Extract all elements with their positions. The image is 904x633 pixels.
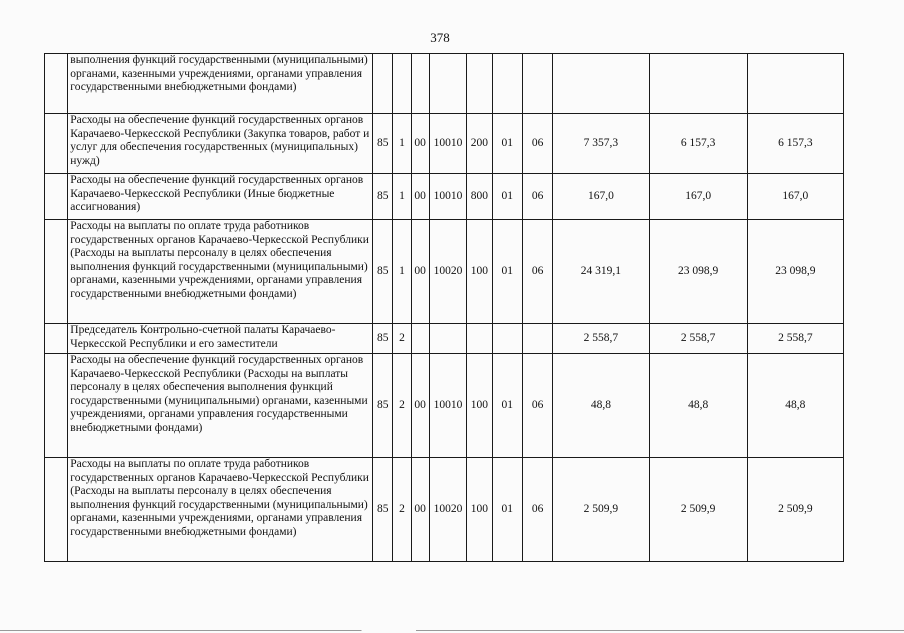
code-col-5: 100 (467, 354, 492, 458)
amount-col-1: 2 558,7 (553, 324, 649, 354)
code-col-7 (522, 54, 552, 114)
table-row (45, 324, 844, 354)
table-row (45, 54, 844, 114)
amount-col-3: 23 098,9 (747, 220, 843, 324)
code-col-3: 00 (411, 220, 429, 324)
amount-col-2: 48,8 (649, 354, 747, 458)
row-margin-cell (45, 220, 68, 324)
row-description: выполнения функций государственными (муниципальными) органами, казенными учреждениями, органами управления государственными внебюджетными фондами) (68, 54, 373, 114)
code-col-2: 1 (393, 174, 411, 220)
code-col-2: 2 (393, 324, 411, 354)
code-col-6: 01 (492, 220, 522, 324)
amount-col-3: 2 558,7 (747, 324, 843, 354)
amount-col-1: 24 319,1 (553, 220, 649, 324)
code-col-7: 06 (522, 220, 552, 324)
amount-col-3: 2 509,9 (747, 458, 843, 562)
amount-col-1: 2 509,9 (553, 458, 649, 562)
code-col-4: 10010 (429, 114, 466, 174)
table-row (45, 354, 844, 458)
code-col-6: 01 (492, 354, 522, 458)
code-col-5: 100 (467, 458, 492, 562)
amount-col-2: 167,0 (649, 174, 747, 220)
scan-edge-line (0, 630, 904, 631)
code-col-6 (492, 324, 522, 354)
amount-col-3: 167,0 (747, 174, 843, 220)
code-col-5: 100 (467, 220, 492, 324)
row-margin-cell (45, 458, 68, 562)
code-col-4: 10010 (429, 354, 466, 458)
row-margin-cell (45, 354, 68, 458)
page-number: 378 (430, 30, 450, 45)
amount-col-3 (747, 54, 843, 114)
table-row (45, 220, 844, 324)
code-col-4 (429, 324, 466, 354)
row-margin-cell (45, 114, 68, 174)
row-description: Расходы на обеспечение функций государственных органов Карачаево-Черкесской Республики (Иные бюджетные ассигнования) (68, 174, 373, 220)
code-col-2: 2 (393, 354, 411, 458)
row-margin-cell (45, 324, 68, 354)
code-col-2: 1 (393, 114, 411, 174)
code-col-6: 01 (492, 458, 522, 562)
amount-col-2: 6 157,3 (649, 114, 747, 174)
code-col-1: 85 (373, 114, 393, 174)
code-col-4: 10020 (429, 220, 466, 324)
code-col-3: 00 (411, 458, 429, 562)
code-col-4: 10020 (429, 458, 466, 562)
code-col-1: 85 (373, 174, 393, 220)
code-col-5 (467, 54, 492, 114)
code-col-2 (393, 54, 411, 114)
amount-col-3: 6 157,3 (747, 114, 843, 174)
row-description: Председатель Контрольно-счетной палаты Карачаево-Черкесской Республики и его заместители (68, 324, 373, 354)
row-margin-cell (45, 174, 68, 220)
code-col-4: 10010 (429, 174, 466, 220)
code-col-6 (492, 54, 522, 114)
code-col-7: 06 (522, 354, 552, 458)
code-col-1 (373, 54, 393, 114)
amount-col-1: 48,8 (553, 354, 649, 458)
code-col-5: 200 (467, 114, 492, 174)
code-col-1: 85 (373, 220, 393, 324)
row-margin-cell (45, 54, 68, 114)
row-description: Расходы на выплаты по оплате труда работников государственных органов Карачаево-Черкесской Республики (Расходы на выплаты персоналу в целях обеспечения выполнения функций государственными (муниципальными) органами, казенными учреждениями, органами управления государственными внебюджетными фондами) (68, 458, 373, 562)
code-col-2: 1 (393, 220, 411, 324)
code-col-3 (411, 324, 429, 354)
code-col-3: 00 (411, 114, 429, 174)
code-col-6: 01 (492, 114, 522, 174)
amount-col-2 (649, 54, 747, 114)
amount-col-1 (553, 54, 649, 114)
code-col-7: 06 (522, 174, 552, 220)
amount-col-1: 7 357,3 (553, 114, 649, 174)
code-col-4 (429, 54, 466, 114)
amount-col-2: 2 509,9 (649, 458, 747, 562)
code-col-2: 2 (393, 458, 411, 562)
row-description: Расходы на обеспечение функций государственных органов Карачаево-Черкесской Республики (Закупка товаров, работ и услуг для обеспечения государственных (муниципальных) нужд) (68, 114, 373, 174)
amount-col-3: 48,8 (747, 354, 843, 458)
row-description: Расходы на выплаты по оплате труда работников государственных органов Карачаево-Черкесской Республики (Расходы на выплаты персоналу в целях обеспечения выполнения функций государственными (муниципальными) органами, казенными учреждениями, органами управления государственными внебюджетными фондами) (68, 220, 373, 324)
budget-table (44, 53, 844, 562)
code-col-1: 85 (373, 354, 393, 458)
code-col-7: 06 (522, 114, 552, 174)
amount-col-2: 23 098,9 (649, 220, 747, 324)
code-col-7 (522, 324, 552, 354)
code-col-5 (467, 324, 492, 354)
row-description: Расходы на обеспечение функций государственных органов Карачаево-Черкесской Республики (Расходы на выплаты персоналу в целях обеспечения выполнения функций государственными (муниципальными) органами, казенными учреждениями, органами управления государственными внебюджетными фондами) (68, 354, 373, 458)
code-col-6: 01 (492, 174, 522, 220)
table-row (45, 174, 844, 220)
table-body (45, 54, 844, 562)
code-col-3 (411, 54, 429, 114)
code-col-5: 800 (467, 174, 492, 220)
code-col-7: 06 (522, 458, 552, 562)
code-col-3: 00 (411, 174, 429, 220)
table-row (45, 114, 844, 174)
code-col-1: 85 (373, 458, 393, 562)
code-col-1: 85 (373, 324, 393, 354)
amount-col-1: 167,0 (553, 174, 649, 220)
code-col-3: 00 (411, 354, 429, 458)
table-row (45, 458, 844, 562)
amount-col-2: 2 558,7 (649, 324, 747, 354)
